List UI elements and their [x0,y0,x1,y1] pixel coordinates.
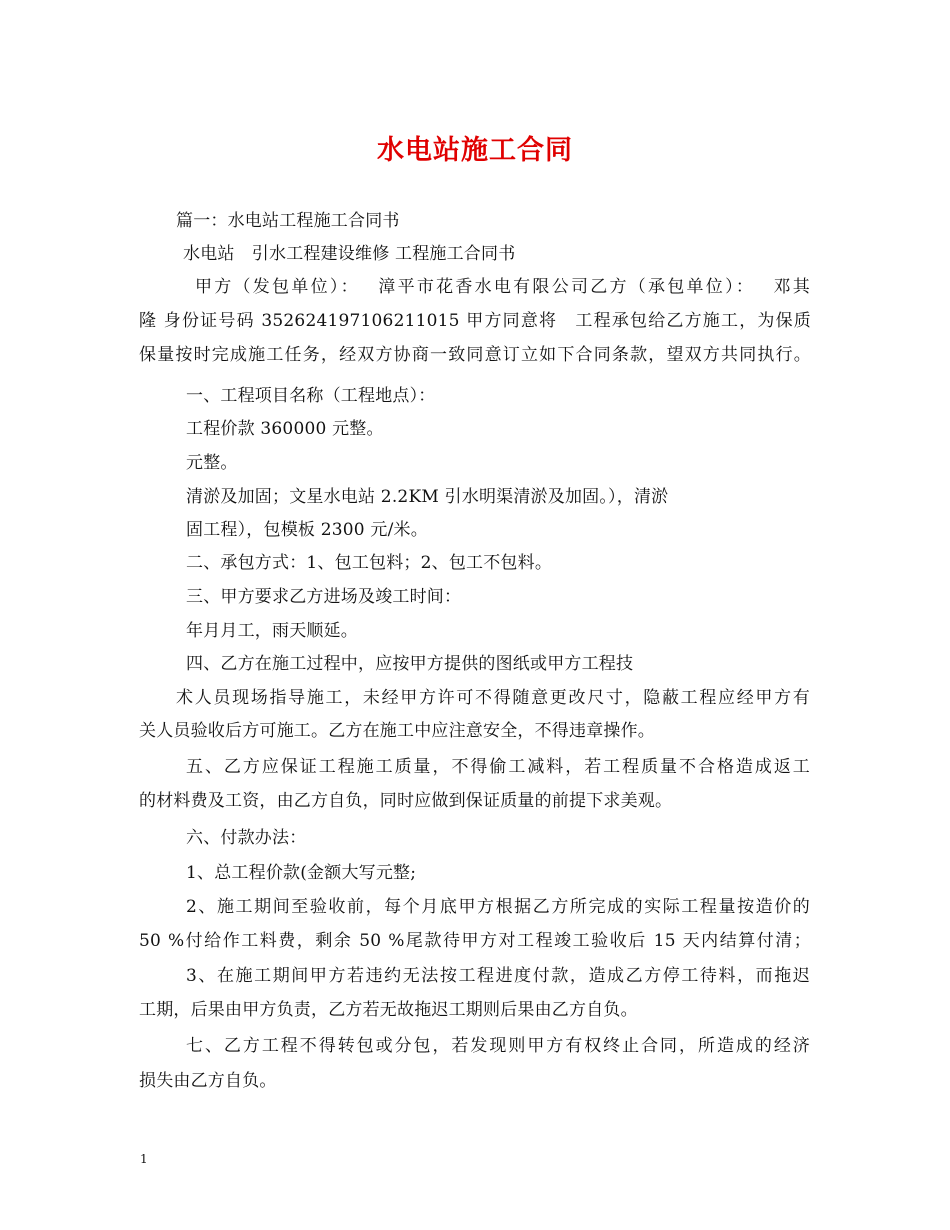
text-line: 三、甲方要求乙方进场及竣工时间： [186,587,462,607]
text-line: 工期，后果由甲方负责，乙方若无故拖迟工期则后果由乙方自负。 [139,1000,638,1020]
text-line: 1、总工程价款(金额大写元整; [186,863,417,883]
text-line: 二、承包方式：1、包工包料；2、包工不包料。 [186,553,553,573]
text-line: 四、乙方在施工过程中，应按甲方提供的图纸或甲方工程技 [186,654,634,674]
text-line: 甲方（发包单位）： 漳平市花香水电有限公司乙方（承包单位）： 邓其 [195,277,810,297]
text-line: 术人员现场指导施工，未经甲方许可不得随意更改尺寸，隐蔽工程应经甲方有 [176,688,810,708]
text-line: 水电站 引水工程建设维修 工程施工合同书 [183,244,516,264]
text-line: 一、工程项目名称（工程地点）： [186,386,436,406]
text-line: 清淤及加固；文星水电站 2.2KM 引水明渠清淤及加固。），清淤 [186,487,669,507]
text-line: 七、乙方工程不得转包或分包，若发现则甲方有权终止合同，所造成的经济 [186,1036,810,1056]
text-line: 固工程），包模板 2300 元/米。 [186,520,428,540]
text-line: 隆 身份证号码 352624197106211015 甲方同意将 工程承包给乙方施工，为保质 [139,311,811,331]
text-line: 篇一：水电站工程施工合同书 [176,211,400,231]
text-line: 元整。 [186,453,238,473]
page-number: 1 [140,1152,148,1166]
text-line: 的材料费及工资，由乙方自负，同时应做到保证质量的前提下求美观。 [139,791,673,811]
text-line: 工程价款 360000 元整。 [186,419,384,439]
text-line: 六、付款办法： [186,828,307,848]
text-line: 年月月工，雨天顺延。 [186,621,358,641]
text-line: 关人员验收后方可施工。乙方在施工中应注意安全，不得违章操作。 [139,721,655,741]
text-line: 五、乙方应保证工程施工质量，不得偷工减料，若工程质量不合格造成返工 [186,757,810,777]
text-line: 3、在施工期间甲方若违约无法按工程进度付款，造成乙方停工待料，而拖迟 [186,966,810,986]
document-title: 水电站施工合同 [377,135,573,166]
text-line: 保量按时完成施工任务，经双方协商一致同意订立如下合同条款，望双方共同执行。 [139,345,811,365]
text-line: 2、施工期间至验收前，每个月底甲方根据乙方所完成的实际工程量按造价的 [186,897,810,917]
text-line: 损失由乙方自负。 [139,1071,277,1091]
text-line: 50 %付给作工料费，剩余 50 %尾款待甲方对工程竣工验收后 15 天内结算付清； [139,931,811,951]
